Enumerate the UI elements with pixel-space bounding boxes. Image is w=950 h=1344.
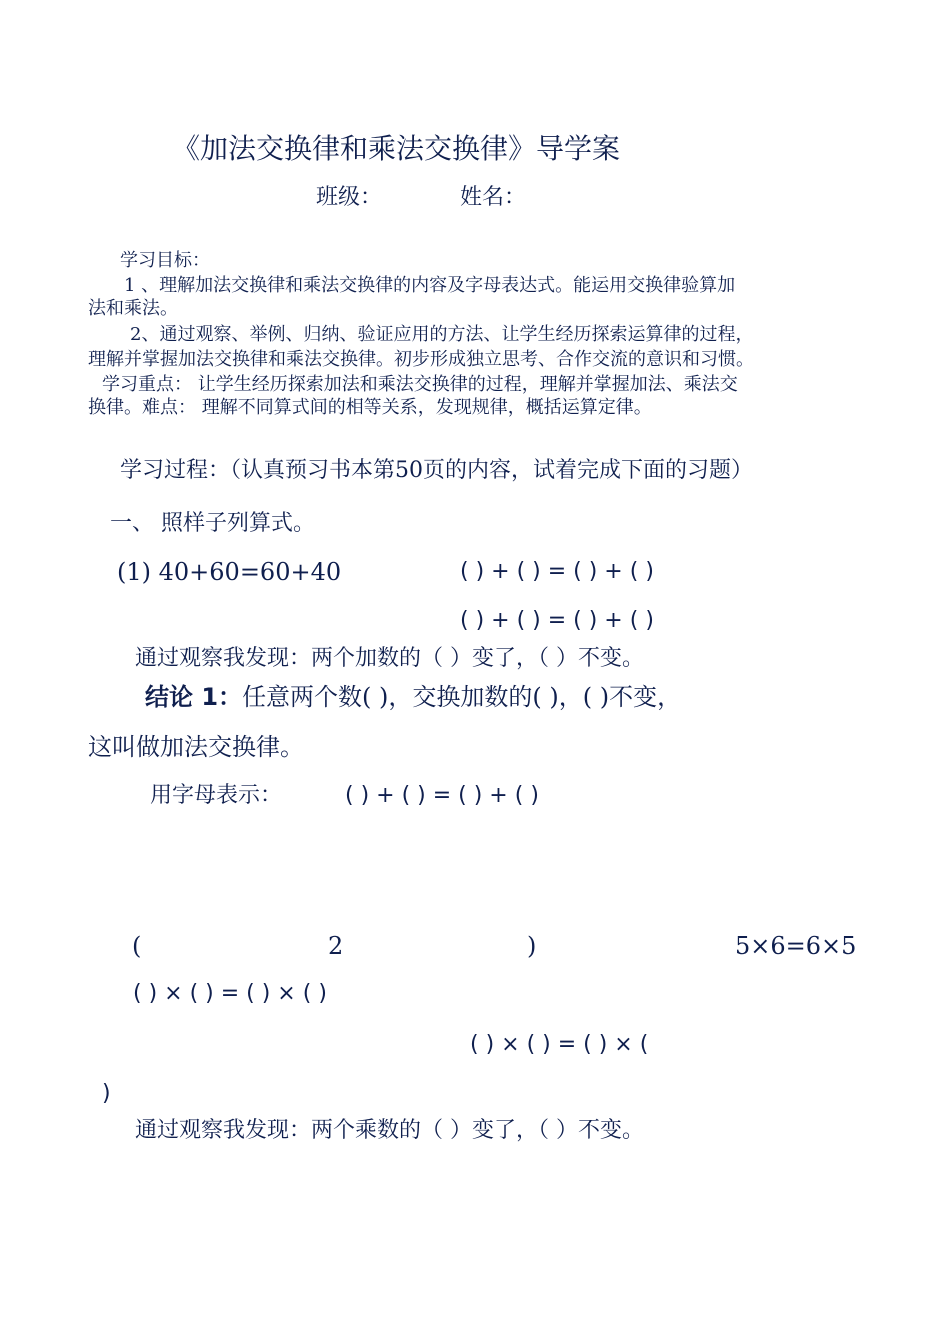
objective-2-line-1: 2、通过观察、举例、归纳、验证应用的方法、让学生经历探索运算律的过程， xyxy=(130,324,754,345)
page-title: 《加法交换律和乘法交换律》导学案 xyxy=(172,132,621,165)
conclusion-continuation: 这叫做加法交换律。 xyxy=(88,733,304,761)
key-points-line-1: 学习重点： 让学生经历探索加法和乘法交换律的过程，理解并掌握加法、乘法交 xyxy=(102,374,738,395)
objectives-heading: 学习目标： xyxy=(120,250,210,271)
section-1-heading: 一、 照样子列算式。 xyxy=(110,511,315,536)
letters-formula: ( ) + ( ) = ( ) + ( ) xyxy=(345,783,539,808)
letters-label: 用字母表示： xyxy=(150,783,283,808)
section-2-paren-close: ) xyxy=(527,932,537,960)
key-points-line-2: 换律。难点： 理解不同算式间的相等关系，发现规律，概括运算定律。 xyxy=(88,397,652,418)
objective-1-line-2: 法和乘法。 xyxy=(88,298,178,319)
conclusion-1 xyxy=(145,685,681,709)
conclusion-text: 任意两个数( )，交换加数的( )，( )不变， xyxy=(242,683,682,711)
observation-multiplication: 通过观察我发现：两个乘数的（ ）变了，（ ）不变。 xyxy=(135,1118,644,1143)
section-2-paren-open: ( xyxy=(132,932,142,960)
section-2-number: 2 xyxy=(328,932,344,960)
class-label: 班级： xyxy=(316,185,383,210)
process-heading: 学习过程：（认真预习书本第50页的内容，试着完成下面的习题） xyxy=(120,458,753,483)
conclusion-label: 结论 1： xyxy=(145,683,243,711)
class-name-line xyxy=(316,187,526,209)
blank-multiplication-tail: ) xyxy=(102,1081,111,1106)
blank-addition-row-2: ( ) + ( ) = ( ) + ( ) xyxy=(460,608,654,633)
example-multiplication: 5×6=6×5 xyxy=(735,932,857,960)
name-label: 姓名： xyxy=(460,185,527,210)
blank-multiplication-row-2: ( ) × ( ) = ( ) × ( xyxy=(470,1032,649,1057)
blank-addition-row-1: ( ) + ( ) = ( ) + ( ) xyxy=(460,559,654,584)
objective-2-line-2: 理解并掌握加法交换律和乘法交换律。初步形成独立思考、合作交流的意识和习惯。 xyxy=(88,349,754,370)
observation-addition: 通过观察我发现：两个加数的（ ）变了，（ ）不变。 xyxy=(135,646,644,671)
blank-multiplication-row-1: ( ) × ( ) = ( ) × ( ) xyxy=(133,981,327,1006)
example-addition: (1) 40+60=60+40 xyxy=(117,558,342,586)
objective-1-line-1: 1 、理解加法交换律和乘法交换律的内容及字母表达式。能运用交换律验算加 xyxy=(124,275,736,296)
